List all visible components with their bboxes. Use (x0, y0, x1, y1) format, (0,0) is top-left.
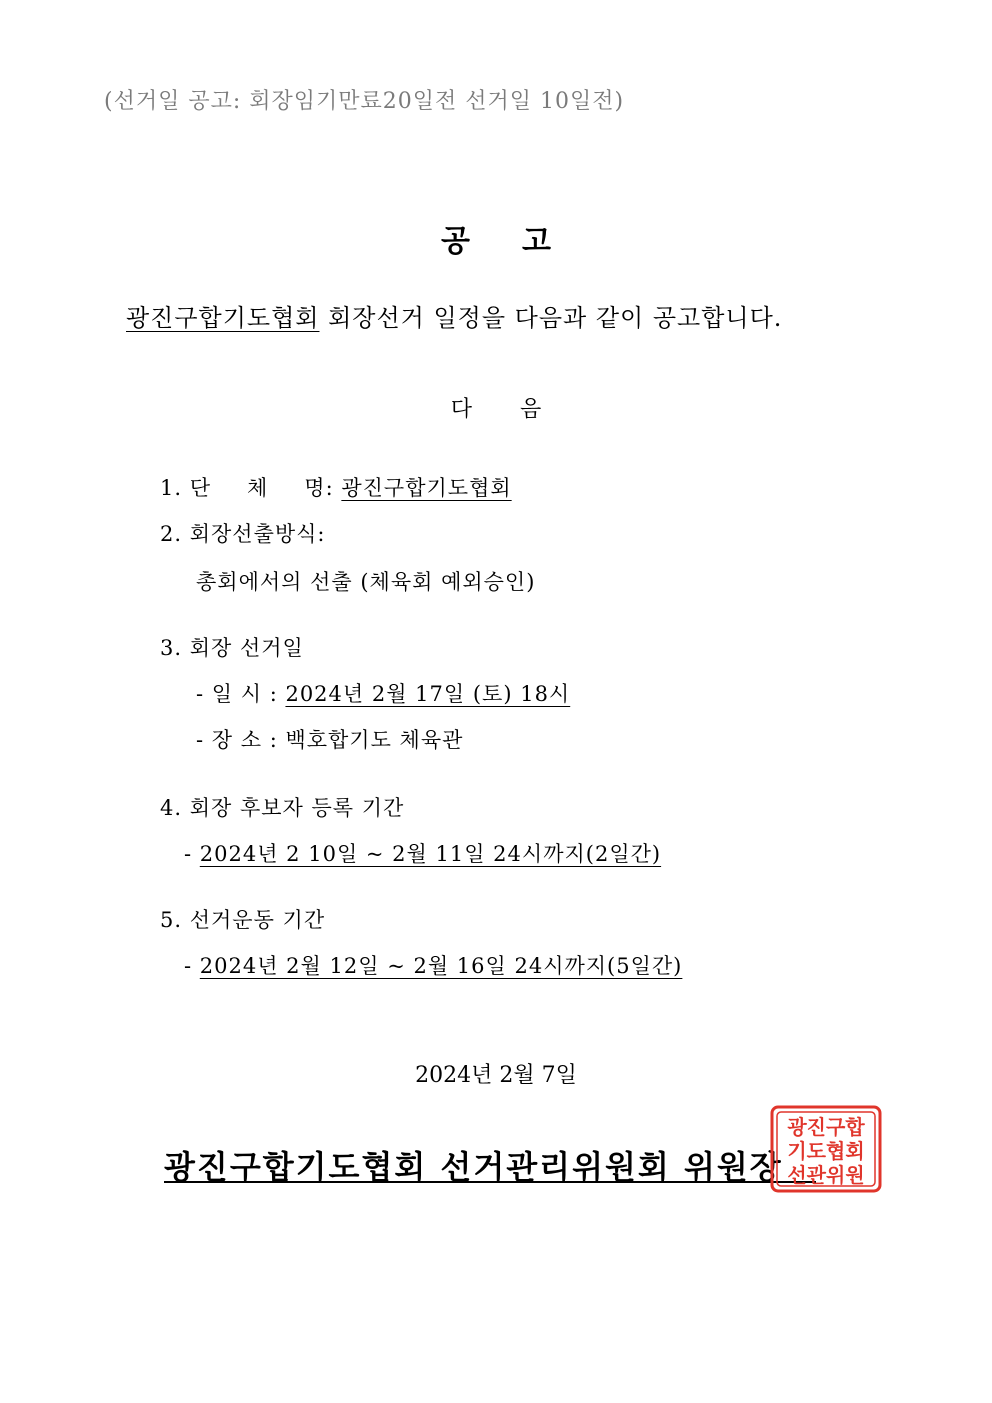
signature-underline (164, 1181, 816, 1183)
next-heading: 다 음 (450, 397, 542, 422)
item-campaign-period: - 2024년 2월 12일 ~ 2월 16일 24시까지(5일간) (184, 954, 683, 978)
item-campaign-label: 5. 선거운동 기간 (160, 908, 326, 932)
seal-row-1: 광진구합 (787, 1115, 865, 1139)
item-method-value: 총회에서의 선출 (체육회 예외승인) (196, 570, 536, 594)
item-election-label: 3. 회장 선거일 (160, 636, 304, 660)
intro-org-name: 광진구합기도협회 (126, 304, 320, 332)
seal-row-3: 선관위원 (787, 1163, 865, 1187)
item-registration-label: 4. 회장 후보자 등록 기간 (160, 796, 405, 820)
intro-sentence (126, 298, 782, 333)
notice-date: 2024년 2월 7일 (415, 1063, 577, 1088)
org-name-value: 광진구합기도협회 (341, 476, 512, 500)
item-method-label: 2. 회장선출방식: (160, 522, 326, 546)
campaign-period-value: 2024년 2월 12일 ~ 2월 16일 24시까지(5일간) (199, 954, 683, 978)
item-election-place: - 장 소 : 백호합기도 체육관 (196, 728, 464, 752)
item-registration-period: - 2024년 2 10일 ~ 2월 11일 24시까지(2일간) (184, 842, 662, 866)
signature-line: 광진구합기도협회 선거관리위원회 위원장 (164, 1148, 783, 1186)
item-org-name: 1. 단 체 명: 광진구합기도협회 (160, 476, 512, 500)
intro-rest: 회장선거 일정을 다음과 같이 공고합니다. (319, 304, 783, 332)
page-title: 공 고 (441, 224, 551, 259)
registration-period-value: 2024년 2 10일 ~ 2월 11일 24시까지(2일간) (199, 842, 662, 866)
official-seal-icon (770, 1105, 882, 1193)
seal-row-2: 기도협회 (787, 1139, 865, 1163)
header-note: (선거일 공고: 회장임기만료20일전 선거일 10일전) (104, 89, 625, 114)
election-place-value: 백호합기도 체육관 (285, 728, 464, 752)
item-election-datetime: - 일 시 : 2024년 2월 17일 (토) 18시 (196, 682, 571, 706)
election-datetime-value: 2024년 2월 17일 (토) 18시 (285, 682, 571, 706)
